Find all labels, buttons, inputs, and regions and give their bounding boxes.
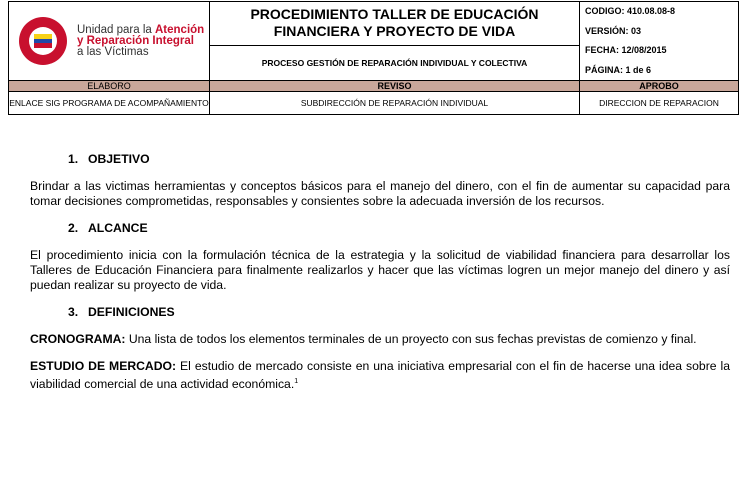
reviso-value: SUBDIRECCIÓN DE REPARACIÓN INDIVIDUAL <box>210 92 580 115</box>
aprobo-value: DIRECCION DE REPARACION <box>580 92 739 115</box>
process-name: PROCESO GESTIÓN DE REPARACIÓN INDIVIDUAL Y COLECTIVA <box>210 45 579 80</box>
logo-cell <box>9 2 210 81</box>
section-heading-alcance: 2. ALCANCE <box>68 221 148 235</box>
objetivo-paragraph: Brindar a las victimas herramientas y conceptos básicos para el manejo del dinero, con el fin de aumentar su capacidad para tomar decisiones comprometidas, responsables y consientes sobre la adecuada inversión de los recursos. <box>30 179 730 208</box>
definition-cronograma: CRONOGRAMA: Una lista de todos los elementos terminales de un proyecto con sus fechas previstas de comienzo y final. <box>30 332 697 346</box>
alcance-paragraph: El procedimiento inicia con la formulación técnica de la estrategia y la solicitud de viabilidad financiera para desarrollar los Talleres de Educación Financiera para finalmente realizarlos y hacer que las víctimas logren un mejor manejo del dinero y así puedan realizar su proyecto de vida. <box>30 248 730 292</box>
document-title: PROCEDIMIENTO TALLER DE EDUCACIÓN FINANCIERA Y PROYECTO DE VIDA <box>250 6 539 39</box>
aprobo-label: APROBO <box>580 81 739 92</box>
section-heading-objetivo: 1. OBJETIVO <box>68 152 150 166</box>
logo-text: Unidad para la Atención y Reparación Integral a las Víctimas <box>77 23 205 58</box>
document-version: VERSIÓN: 03 <box>585 25 642 36</box>
metadata-cell <box>580 2 739 81</box>
document-header-table <box>8 1 739 115</box>
coat-of-arms-seal-icon <box>19 17 67 65</box>
footnote-reference: 1 <box>294 378 299 385</box>
page-number: PÁGINA: 1 de 6 <box>585 64 652 75</box>
elaboro-value: ENLACE SIG PROGRAMA DE ACOMPAÑAMIENTO <box>9 92 210 115</box>
elaboro-label: ELABORO <box>9 81 210 92</box>
document-date: FECHA: 12/08/2015 <box>585 45 667 55</box>
section-heading-definiciones: 3. DEFINICIONES <box>68 305 175 319</box>
document-code: CODIGO: 410.08.08-8 <box>585 6 676 16</box>
document-body <box>30 152 730 404</box>
institution-logo <box>9 2 209 80</box>
title-cell <box>210 2 580 81</box>
reviso-label: REVISO <box>210 81 580 92</box>
definition-estudio-de-mercado: ESTUDIO DE MERCADO: El estudio de mercado consiste en una iniciativa empresarial con el fin de hacerse una idea sobre la viabilidad comercial de una actividad económica.$^1$ <box>30 359 730 392</box>
